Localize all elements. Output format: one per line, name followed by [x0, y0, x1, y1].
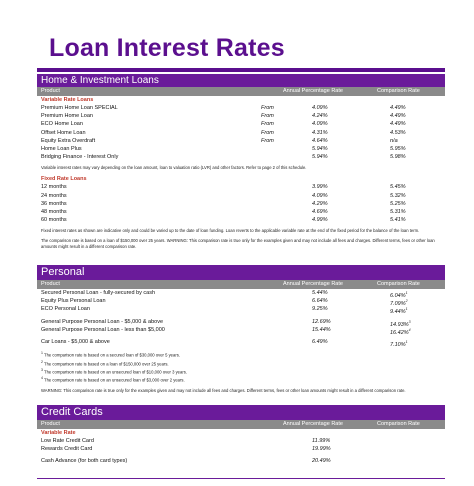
footer-rule — [37, 478, 445, 479]
column-header-row — [37, 420, 445, 429]
page-title: Loan Interest Rates — [49, 34, 285, 62]
table-row: ECO Personal Loan 9.25% 9.44%$^1$ — [41, 306, 408, 316]
table-row: Secured Personal Loan - fully-secured by cash 5.44% 6.04%$^1$ — [41, 290, 408, 299]
section-personal — [37, 265, 445, 394]
col-product: Product — [41, 88, 60, 94]
section-heading-cards: Credit Cards — [37, 405, 445, 420]
fixed-rate-rows — [37, 183, 445, 224]
table-row: ECO Home Loan From 4.09% 4.49% — [41, 121, 406, 128]
footnote: $^1$ The comparison rate is based on a secured loan of $30,000 over 5 years. — [41, 351, 180, 358]
personal-warning-note: WARNING: This comparison rate is true only for the examples given and may not include all fees and charges. Different terms, fees or other loan amounts might result in a different comparison rate. — [41, 387, 406, 393]
table-row: Equity Extra Overdraft From 4.64% n/a — [41, 137, 398, 144]
table-row: General Purpose Personal Loan - less than $5,000 15.44% 16.42%$^4$ — [41, 326, 411, 336]
table-row: Rewards Credit Card 19.99% — [41, 446, 331, 453]
card-variable-rate-label: Variable Rate — [41, 430, 76, 436]
footnote: $^4$ The comparison rate is based on an unsecured loan of $3,000 over 2 years. — [41, 376, 185, 383]
variable-rate-label: Variable Rate Loans — [41, 97, 94, 103]
section-home-loans — [37, 74, 445, 250]
table-row: Car Loans - $5,000 & above 6.49% 7.10%$^1$ — [41, 338, 408, 348]
section-heading-home: Home & Investment Loans — [37, 74, 445, 87]
table-row: 36 months 4.29% 5.25% — [41, 200, 406, 207]
footnote: $^3$ The comparison rate is based on an unsecured loan of $10,000 over 3 years. — [41, 367, 187, 375]
personal-footnotes — [37, 350, 445, 384]
table-row: Premium Home Loan From 4.24% 4.49% — [41, 113, 406, 120]
fixed-rate-label: Fixed Rate Loans — [41, 176, 87, 183]
table-row: 12 months 3.99% 5.45% — [41, 184, 406, 191]
table-row: Equity Plus Personal Loan 6.64% 7.09%$^2$ — [41, 298, 408, 308]
col-product: Product — [41, 421, 60, 427]
table-row: Offset Home Loan From 4.31% 4.53% — [41, 129, 406, 136]
section-heading-personal: Personal — [37, 265, 445, 280]
home-warning-note: The comparison rate is based on a loan of $150,000 over 25 years. WARNING: This comparison rate is true only for the examples given and may not include all fees and charges. Different terms, fees or other loan amounts might result in a different comparison rate. — [41, 238, 435, 250]
col-cmp: Comparison Rate — [377, 421, 420, 427]
col-apr: Annual Percentage Rate — [283, 88, 343, 94]
col-cmp: Comparison Rate — [377, 281, 420, 287]
col-apr: Annual Percentage Rate — [283, 421, 343, 427]
table-row: 60 months 4.99% 5.41% — [41, 217, 406, 224]
section-credit-cards — [37, 405, 445, 466]
table-row: 24 months 4.09% 5.32% — [41, 192, 406, 199]
table-row: Cash Advance (for both card types) 20.49% — [41, 458, 331, 465]
personal-rows-c — [37, 338, 445, 346]
column-header-row — [37, 87, 445, 96]
table-row: Premium Home Loan SPECIAL From 4.09% 4.49% — [41, 105, 406, 111]
fixed-rate-note: Fixed interest rates as shown are indicative only and could be varied up to the date of loan funding. Loan reverts to the applicable variable rate at the end of the fixed period for the balance of the loan term. — [41, 228, 420, 234]
col-cmp: Comparison Rate — [377, 88, 420, 94]
column-header-row — [37, 280, 445, 289]
table-row: Low Rate Credit Card 11.99% — [41, 438, 331, 444]
title-rule — [37, 68, 445, 72]
variable-rate-note: Variable interest rates may vary depending on the loan amount, loan to valuation ratio (LVR) and other factors. Refer to page 2 of this schedule. — [41, 165, 307, 171]
footnote: $^2$ The comparison rate is based on a loan of $150,000 over 25 years. — [41, 359, 169, 366]
table-row: Bridging Finance - Interest Only 5.94% 5.98% — [41, 154, 406, 161]
table-row: Home Loan Plus 5.94% 5.95% — [41, 145, 406, 152]
col-product: Product — [41, 281, 60, 287]
table-row: 48 months 4.69% 5.31% — [41, 208, 406, 215]
table-row: General Purpose Personal Loan - $5,000 & above 12.69% 14.93%$^3$ — [41, 318, 411, 328]
personal-rows-b — [37, 318, 445, 334]
personal-rows-a — [37, 289, 445, 314]
variable-rate-rows — [37, 104, 445, 161]
col-apr: Annual Percentage Rate — [283, 281, 343, 287]
